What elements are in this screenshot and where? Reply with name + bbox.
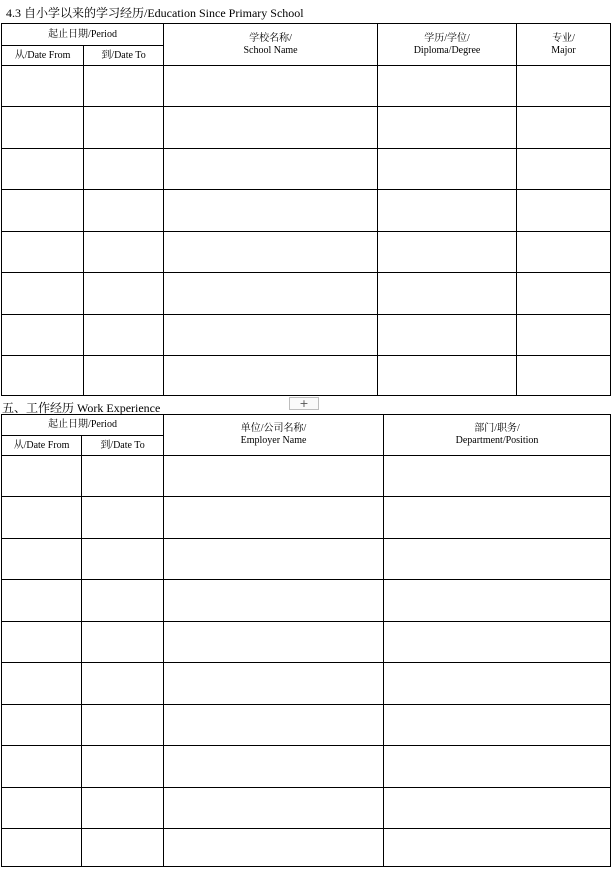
employer-name-cell[interactable] bbox=[164, 539, 384, 580]
date-to-cell[interactable] bbox=[84, 149, 164, 190]
school-name-header-cn: 学校名称/ bbox=[249, 32, 292, 44]
employer-name-cell[interactable] bbox=[164, 456, 384, 497]
date-to-cell[interactable] bbox=[84, 232, 164, 273]
diploma-cell[interactable] bbox=[378, 315, 517, 356]
date-to-cell[interactable] bbox=[82, 539, 164, 580]
date-to-cell[interactable] bbox=[82, 622, 164, 663]
department-position-cell[interactable] bbox=[384, 456, 611, 497]
date-to-header: 到/Date To bbox=[82, 436, 164, 456]
date-from-cell[interactable] bbox=[2, 149, 84, 190]
diploma-cell[interactable] bbox=[378, 149, 517, 190]
department-position-cell[interactable] bbox=[384, 746, 611, 788]
school-name-header-en: School Name bbox=[243, 44, 298, 56]
table-row bbox=[2, 705, 611, 746]
department-position-cell[interactable] bbox=[384, 580, 611, 622]
table-row bbox=[2, 356, 611, 396]
department-position-cell[interactable] bbox=[384, 788, 611, 829]
date-from-header: 从/Date From bbox=[2, 46, 84, 66]
table-row bbox=[2, 66, 611, 107]
date-to-cell[interactable] bbox=[82, 456, 164, 497]
diploma-cell[interactable] bbox=[378, 66, 517, 107]
date-from-cell[interactable] bbox=[2, 705, 82, 746]
school-name-cell[interactable] bbox=[164, 190, 378, 232]
date-from-cell[interactable] bbox=[2, 66, 84, 107]
date-to-cell[interactable] bbox=[84, 190, 164, 232]
date-from-cell[interactable] bbox=[2, 315, 84, 356]
department-header-en: Department/Position bbox=[455, 435, 539, 446]
department-header-cn: 部门/职务/ bbox=[474, 423, 520, 434]
date-to-cell[interactable] bbox=[82, 580, 164, 622]
diploma-cell[interactable] bbox=[378, 273, 517, 315]
date-from-header: 从/Date From bbox=[2, 436, 82, 456]
table-row bbox=[2, 273, 611, 315]
employer-header bbox=[164, 415, 384, 456]
department-header bbox=[384, 415, 611, 456]
major-header-en: Major bbox=[551, 44, 576, 56]
department-position-cell[interactable] bbox=[384, 705, 611, 746]
school-name-cell[interactable] bbox=[164, 66, 378, 107]
employer-name-cell[interactable] bbox=[164, 663, 384, 705]
date-to-cell[interactable] bbox=[84, 315, 164, 356]
table-row bbox=[2, 580, 611, 622]
major-cell[interactable] bbox=[517, 232, 611, 273]
date-from-cell[interactable] bbox=[2, 829, 82, 867]
date-to-header: 到/Date To bbox=[84, 46, 164, 66]
employer-header-cn: 单位/公司名称/ bbox=[240, 423, 307, 434]
employer-name-cell[interactable] bbox=[164, 622, 384, 663]
date-from-cell[interactable] bbox=[2, 663, 82, 705]
employer-name-cell[interactable] bbox=[164, 705, 384, 746]
date-to-cell[interactable] bbox=[82, 746, 164, 788]
date-from-cell[interactable] bbox=[2, 497, 82, 539]
employer-header-en: Employer Name bbox=[240, 435, 307, 446]
work-section-title: 五、工作经历 Work Experience bbox=[2, 401, 161, 415]
employer-name-cell[interactable] bbox=[164, 788, 384, 829]
date-from-cell[interactable] bbox=[2, 539, 82, 580]
table-row bbox=[2, 622, 611, 663]
date-to-cell[interactable] bbox=[82, 705, 164, 746]
school-name-cell[interactable] bbox=[164, 107, 378, 149]
date-from-cell[interactable] bbox=[2, 456, 82, 497]
school-name-cell[interactable] bbox=[164, 356, 378, 396]
diploma-cell[interactable] bbox=[378, 356, 517, 396]
table-row bbox=[2, 746, 611, 788]
table-row bbox=[2, 663, 611, 705]
education-section-title: 4.3 自小学以来的学习经历/Education Since Primary School bbox=[6, 6, 304, 20]
employer-name-cell[interactable] bbox=[164, 829, 384, 867]
date-from-cell[interactable] bbox=[2, 190, 84, 232]
major-cell[interactable] bbox=[517, 356, 611, 396]
diploma-cell[interactable] bbox=[378, 232, 517, 273]
date-from-cell[interactable] bbox=[2, 232, 84, 273]
period-header: 起止日期/Period bbox=[2, 24, 164, 46]
date-to-cell[interactable] bbox=[84, 273, 164, 315]
table-row bbox=[2, 497, 611, 539]
date-to-cell[interactable] bbox=[82, 663, 164, 705]
table-row bbox=[2, 232, 611, 273]
table-row bbox=[2, 829, 611, 867]
table-row bbox=[2, 107, 611, 149]
add-row-button[interactable]: + bbox=[289, 397, 319, 410]
employer-name-cell[interactable] bbox=[164, 746, 384, 788]
table-row bbox=[2, 149, 611, 190]
major-cell[interactable] bbox=[517, 149, 611, 190]
major-cell[interactable] bbox=[517, 66, 611, 107]
school-name-cell[interactable] bbox=[164, 273, 378, 315]
date-from-cell[interactable] bbox=[2, 580, 82, 622]
table-row bbox=[2, 315, 611, 356]
major-cell[interactable] bbox=[517, 273, 611, 315]
department-position-cell[interactable] bbox=[384, 663, 611, 705]
date-to-cell[interactable] bbox=[82, 497, 164, 539]
school-name-cell[interactable] bbox=[164, 232, 378, 273]
date-to-cell[interactable] bbox=[84, 107, 164, 149]
major-cell[interactable] bbox=[517, 315, 611, 356]
school-name-cell[interactable] bbox=[164, 149, 378, 190]
date-from-cell[interactable] bbox=[2, 273, 84, 315]
date-to-cell[interactable] bbox=[84, 356, 164, 396]
employer-name-cell[interactable] bbox=[164, 580, 384, 622]
date-from-cell[interactable] bbox=[2, 107, 84, 149]
date-to-cell[interactable] bbox=[82, 788, 164, 829]
school-name-header bbox=[164, 24, 378, 66]
date-from-cell[interactable] bbox=[2, 788, 82, 829]
table-row bbox=[2, 190, 611, 232]
department-position-cell[interactable] bbox=[384, 622, 611, 663]
table-row bbox=[2, 788, 611, 829]
major-cell[interactable] bbox=[517, 190, 611, 232]
table-row bbox=[2, 456, 611, 497]
diploma-header-en: Diploma/Degree bbox=[413, 44, 481, 56]
major-header-cn: 专业/ bbox=[552, 32, 575, 44]
school-name-cell[interactable] bbox=[164, 315, 378, 356]
diploma-cell[interactable] bbox=[378, 190, 517, 232]
department-position-cell[interactable] bbox=[384, 829, 611, 867]
date-to-cell[interactable] bbox=[82, 829, 164, 867]
table-row bbox=[2, 539, 611, 580]
date-from-cell[interactable] bbox=[2, 622, 82, 663]
date-to-cell[interactable] bbox=[84, 66, 164, 107]
department-position-cell[interactable] bbox=[384, 497, 611, 539]
education-table bbox=[1, 23, 611, 396]
date-from-cell[interactable] bbox=[2, 356, 84, 396]
diploma-header bbox=[378, 24, 517, 66]
major-cell[interactable] bbox=[517, 107, 611, 149]
department-position-cell[interactable] bbox=[384, 539, 611, 580]
diploma-header-cn: 学历/学位/ bbox=[424, 32, 470, 44]
period-header: 起止日期/Period bbox=[2, 415, 164, 436]
employer-name-cell[interactable] bbox=[164, 497, 384, 539]
work-table bbox=[1, 414, 611, 867]
diploma-cell[interactable] bbox=[378, 107, 517, 149]
date-from-cell[interactable] bbox=[2, 746, 82, 788]
major-header bbox=[517, 24, 611, 66]
